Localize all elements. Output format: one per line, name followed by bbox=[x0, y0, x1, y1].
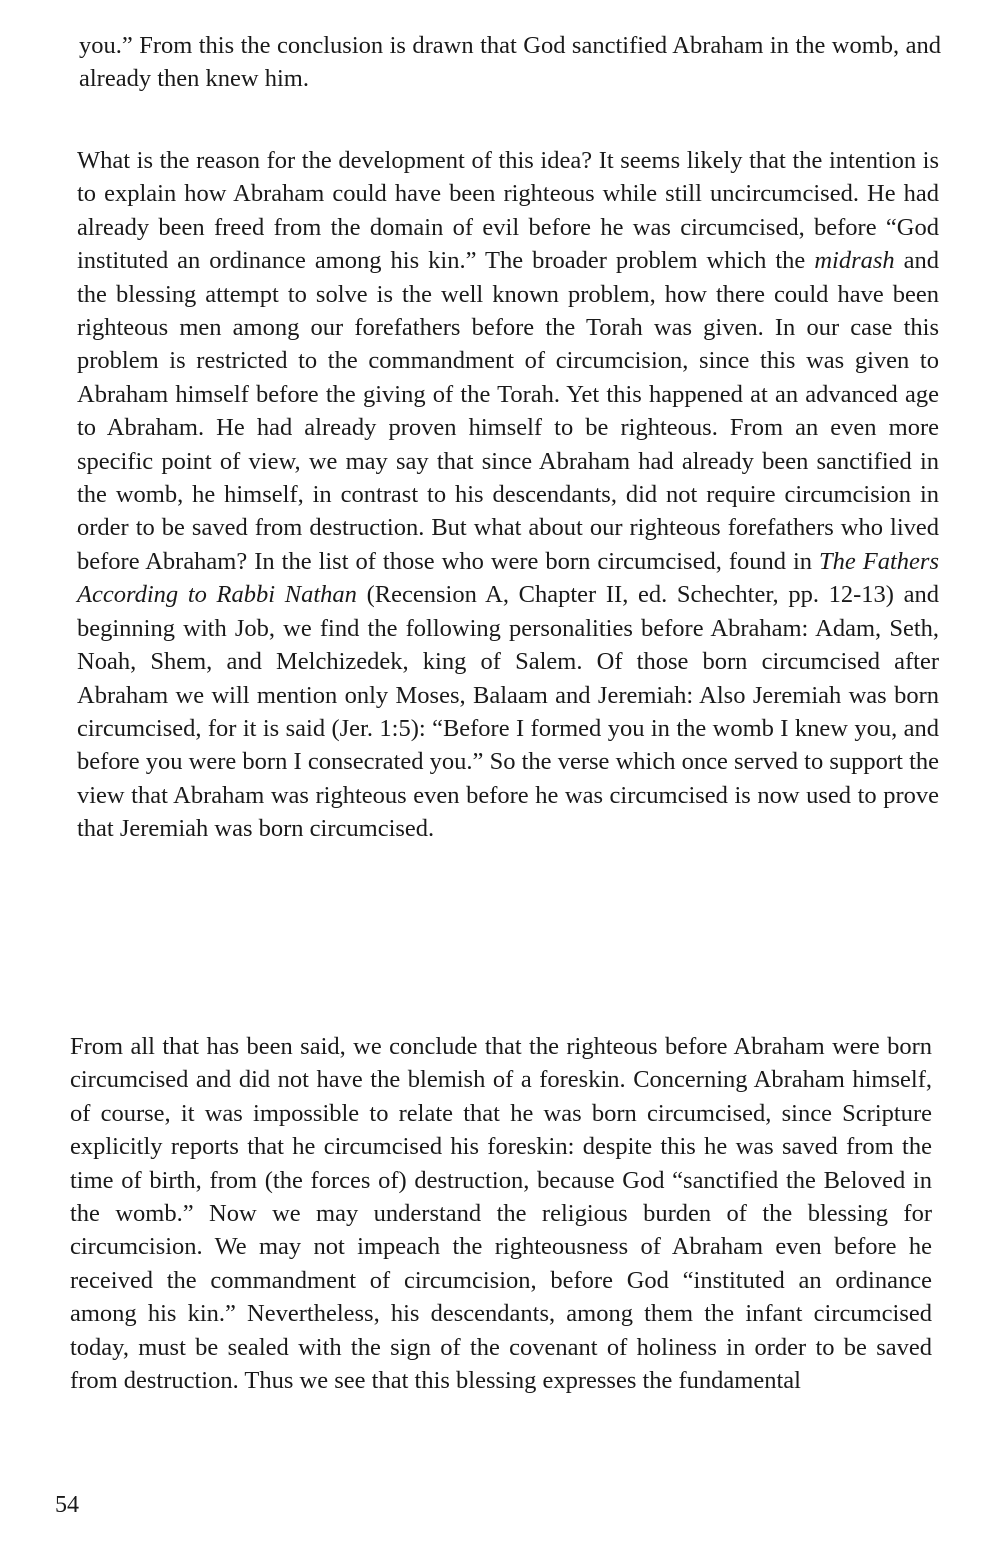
page-number: 54 bbox=[55, 1492, 79, 1518]
midrash-term: midrash bbox=[814, 247, 895, 275]
paragraph-2-text-a: What is the reason for the development of this idea? It seems likely that the intention is to explain how Abraham could have been righteous while still uncircumcised. He had already been freed from the domain of evil before he was circumcised, before “God instituted an ordinance among his kin.” The broader problem which the bbox=[77, 147, 939, 275]
paragraph-1-text: you.” From this the conclusion is drawn that God sanctified Abraham in the womb, and already then knew him. bbox=[79, 32, 941, 93]
paragraph-3 bbox=[70, 1030, 932, 1397]
paragraph-2-text-c: (Recension A, Chapter II, ed. Schechter, pp. 12-13) and beginning with Job, we find the following personalities before Abraham: Adam, Seth, Noah, Shem, and Melchizedek, king of Salem. Of those born circumcised after Abraham we will mention only Moses, Balaam and Jeremiah: Also Jeremiah was born circumcised, for it is said (Jer. 1:5): “Before I formed you in the womb I knew you, and before you were born I consecrated you.” So the verse which once served to support the view that Abraham was righteous even before he was circumcised is now used to prove that Jeremiah was born circumcised. bbox=[77, 581, 940, 843]
paragraph-2-text-b: and the blessing attempt to solve is the well known problem, how there could have been righteous men among our forefathers before the Torah was given. In our case this problem is restricted to the commandment of circumcision, since this was given to Abraham himself before the giving of the Torah. Yet this happened at an advanced age to Abraham. He had already proven himself to be righteous. From an even more specific point of view, we may say that since Abraham had already been sanctified in the womb, he himself, in contrast to his descendants, did not require circumcision in order to be saved from destruction. But what about our righteous forefathers who lived before Abraham? In the list of those who were born circumcised, found in bbox=[77, 247, 940, 575]
paragraph-3-text: From all that has been said, we conclude that the righteous before Abraham were born circumcised and did not have the blemish of a foreskin. Concerning Abraham himself, of course, it was impossible to relate that he was born circumcised, since Scripture explicitly reports that he circumcised his foreskin: despite this he was saved from the time of birth, from (the forces of) destruction, because God “sanctified the Beloved in the womb.” Now we may understand the religious burden of the blessing for circumcision. We may not impeach the righteousness of Abraham even before he received the commandment of circumcision, before God “instituted an ordinance among his kin.” Nevertheless, his descendants, among them the infant circumcised today, must be sealed with the sign of the covenant of holiness in order to be saved from destruction. Thus we see that this blessing expresses the fundamental bbox=[70, 1033, 932, 1395]
paragraph-1 bbox=[79, 29, 941, 96]
paragraph-2 bbox=[77, 144, 939, 846]
book-title: The Fathers According to Rabbi Nathan bbox=[77, 547, 939, 609]
